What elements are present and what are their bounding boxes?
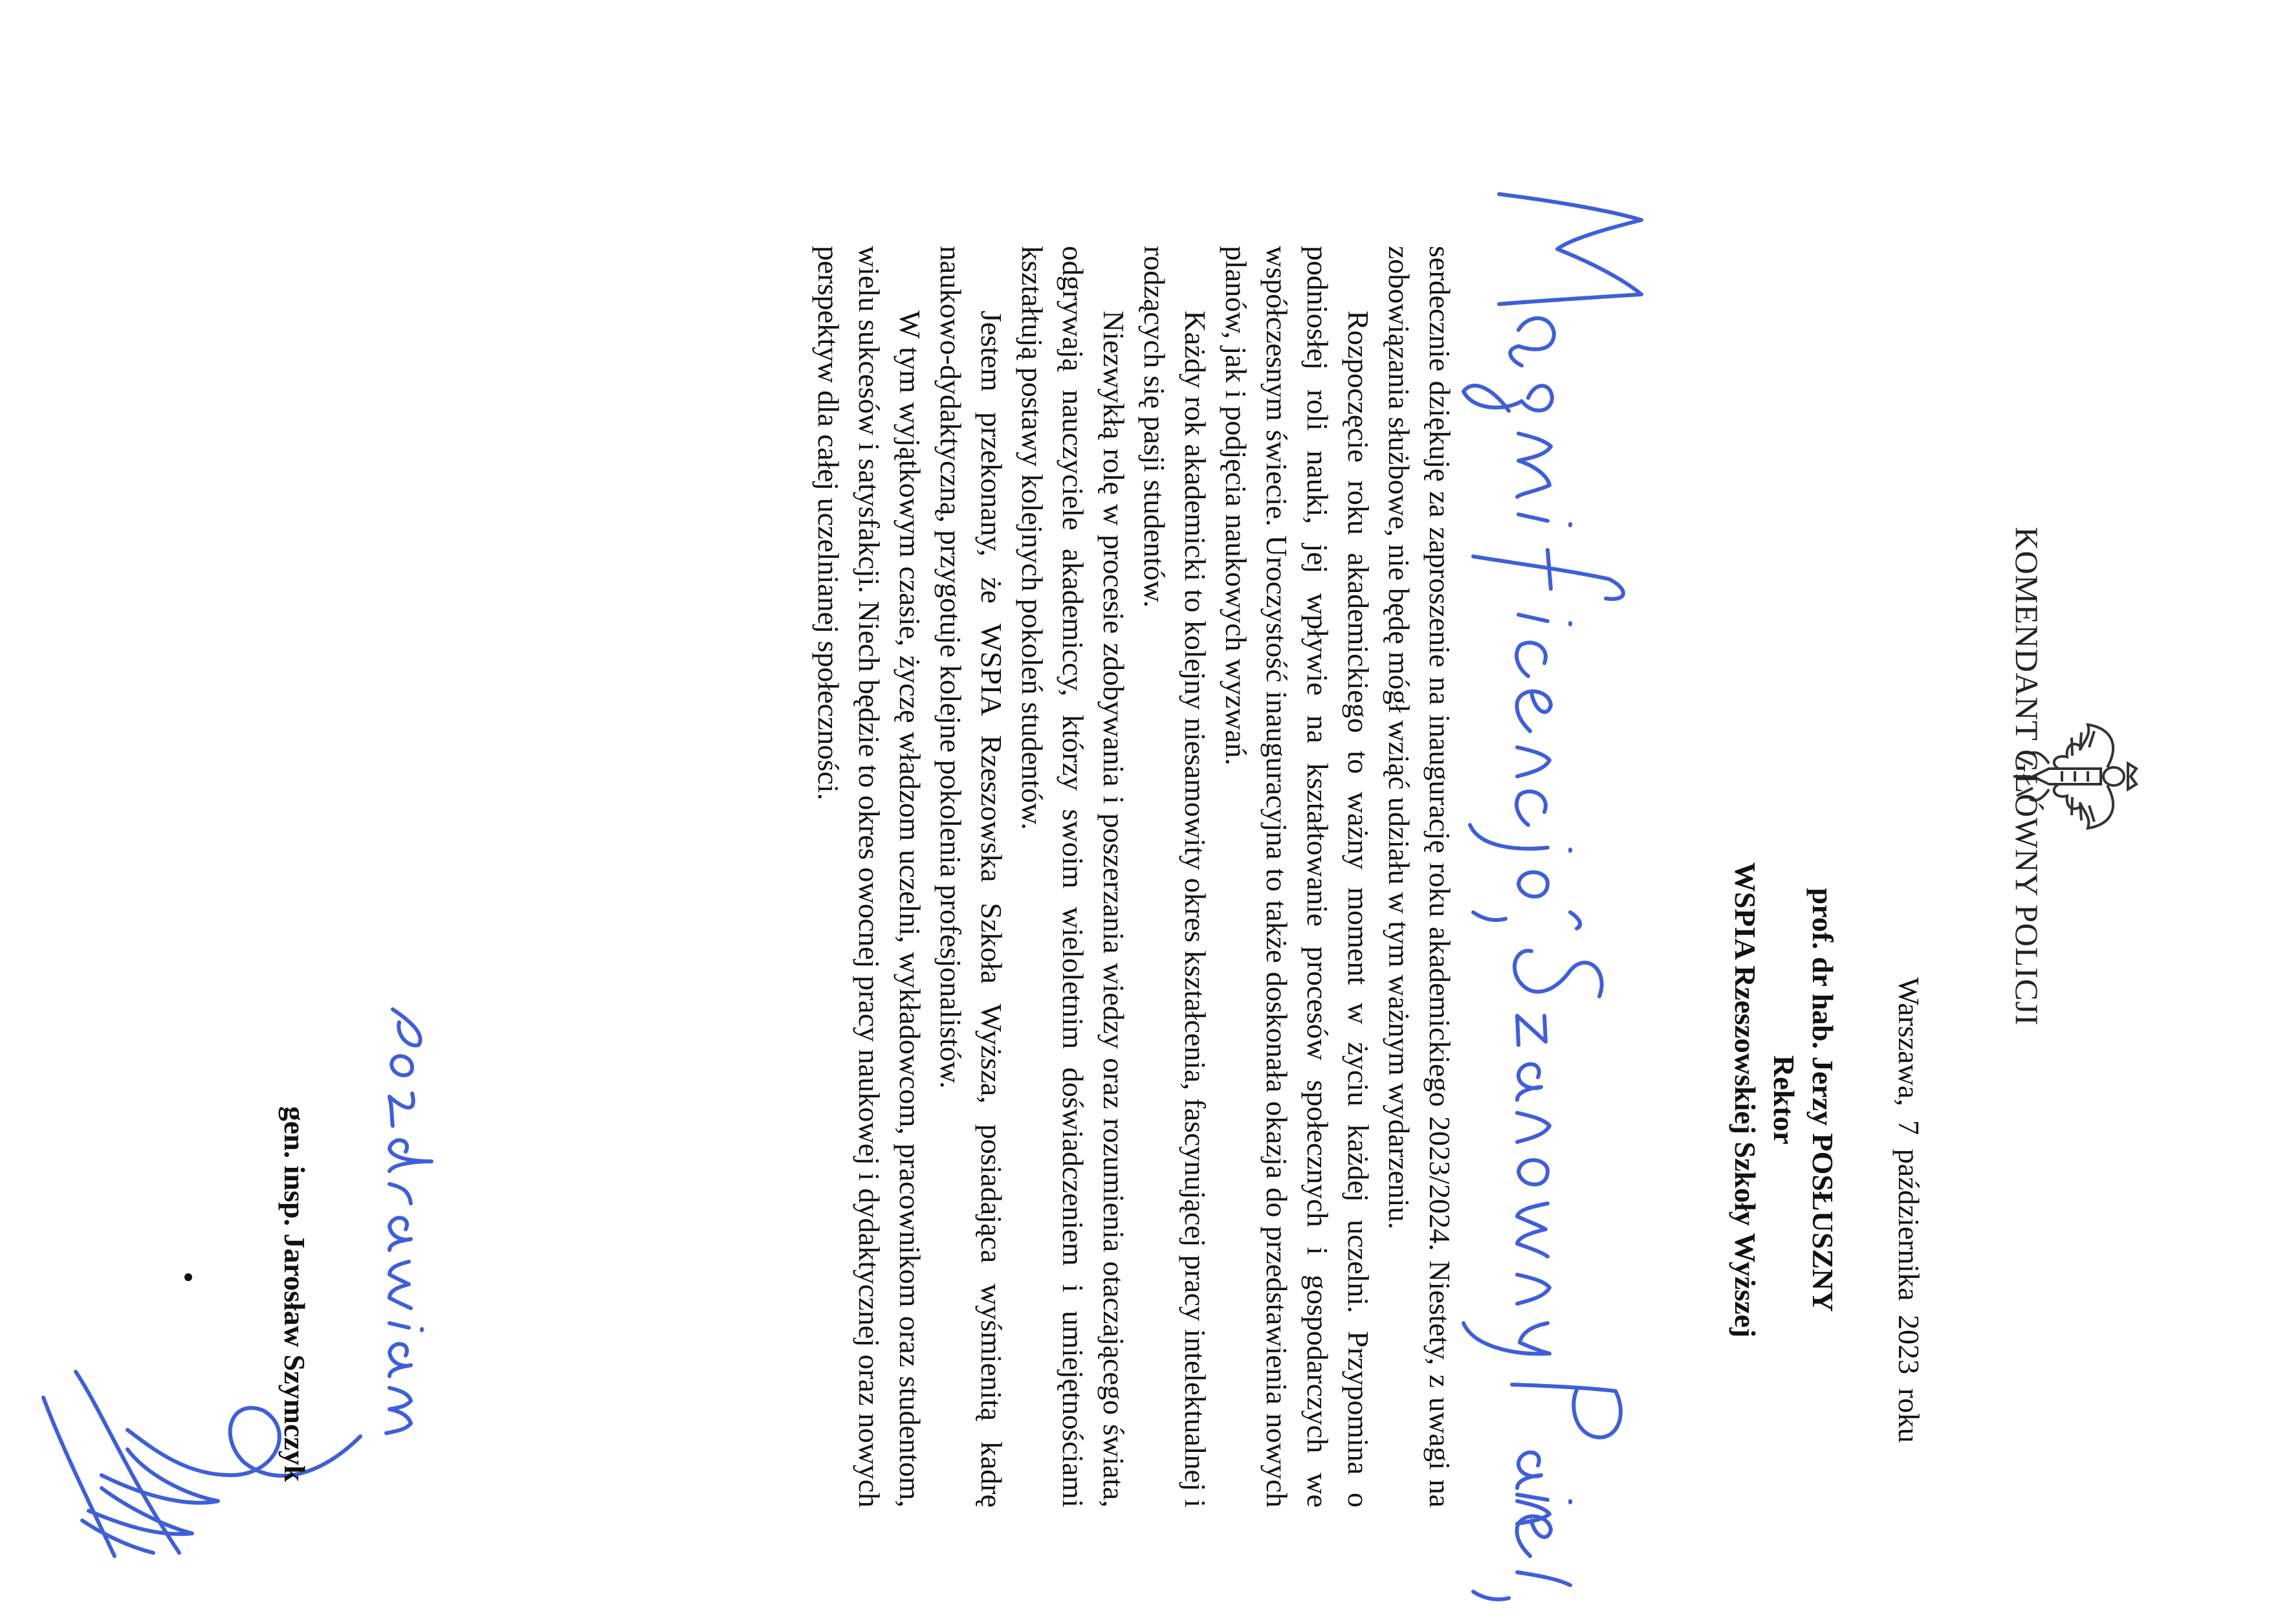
handwritten-salutation (1454, 175, 1667, 1533)
recipient-block (1726, 712, 1842, 1488)
letter-date: Warszawa, 7 października 2023 roku (1892, 977, 1925, 1443)
letter-body (808, 246, 1460, 1508)
body-paragraph: Jestem przekonany, że WSPIA Rzeszowska Szkoła Wyższa, posiadająca wyśmienitą kadrę naukowo-dydaktyczną, przygotuje kolejne pokolenia profesjonalistów. (934, 246, 1008, 1508)
handwritten-salutation-tail (1454, 1482, 1667, 1624)
signer-name: gen. insp. Jarosław Szymczyk (278, 1106, 311, 1482)
body-paragraph: Niezwykłą rolę w procesie zdobywania i poszerzania wiedzy oraz rozumienia otaczającego świata, odgrywają nauczyciele akademiccy, którzy swoim wieloletnim doświadczeniem i umiejętnościami kształtują postawy kolejnych pokoleń studentów. (1016, 246, 1130, 1508)
recipient-name: prof. dr hab. Jerzy POSŁUSZNY (1806, 888, 1839, 1312)
handwritten-signature (37, 983, 490, 1566)
recipient-title: Rektor (1768, 1055, 1801, 1145)
recipient-institution: WSPIA Rzeszowskiej Szkoły Wyższej (1729, 862, 1762, 1338)
body-paragraph: Każdy rok akademicki to kolejny niesamowity okres kształcenia, fascynującej pracy intelektualnej i rodzących się pasji studentów. (1138, 246, 1212, 1508)
body-paragraph: Rozpoczęcie roku akademickiego to ważny moment w życiu każdej uczelni. Przypomina o podniosłej roli nauki, jej wpływie na kształtowanie procesów społecznych i gospodarczych we współczesnym świecie. Uroczystość inauguracyjna to także doskonała okazja do przedstawienia nowych planów, jak i podjęcia naukowych wyzwań. (1220, 246, 1375, 1508)
signature-dot (184, 1273, 192, 1281)
letterhead-title: KOMENDANT GŁÓWNY POLICJI (2009, 527, 2045, 1026)
body-paragraph: W tym wyjątkowym czasie, życzę władzom uczelni, wykładowcom, pracownikom oraz studentom, wielu sukcesów i satysfakcji. Niech będzie to okres owocnej pracy naukowej i dydaktycznej oraz nowych perspektyw dla całej uczelnianej społeczności. (812, 246, 926, 1508)
body-paragraph: serdecznie dziękuję za zaproszenie na inaugurację roku akademickiego 2023/2024. Niestety, z uwagi na zobowiązania służbowe, nie będę mógł wziąć udziału w tym ważnym wydarzeniu. (1383, 246, 1456, 1508)
